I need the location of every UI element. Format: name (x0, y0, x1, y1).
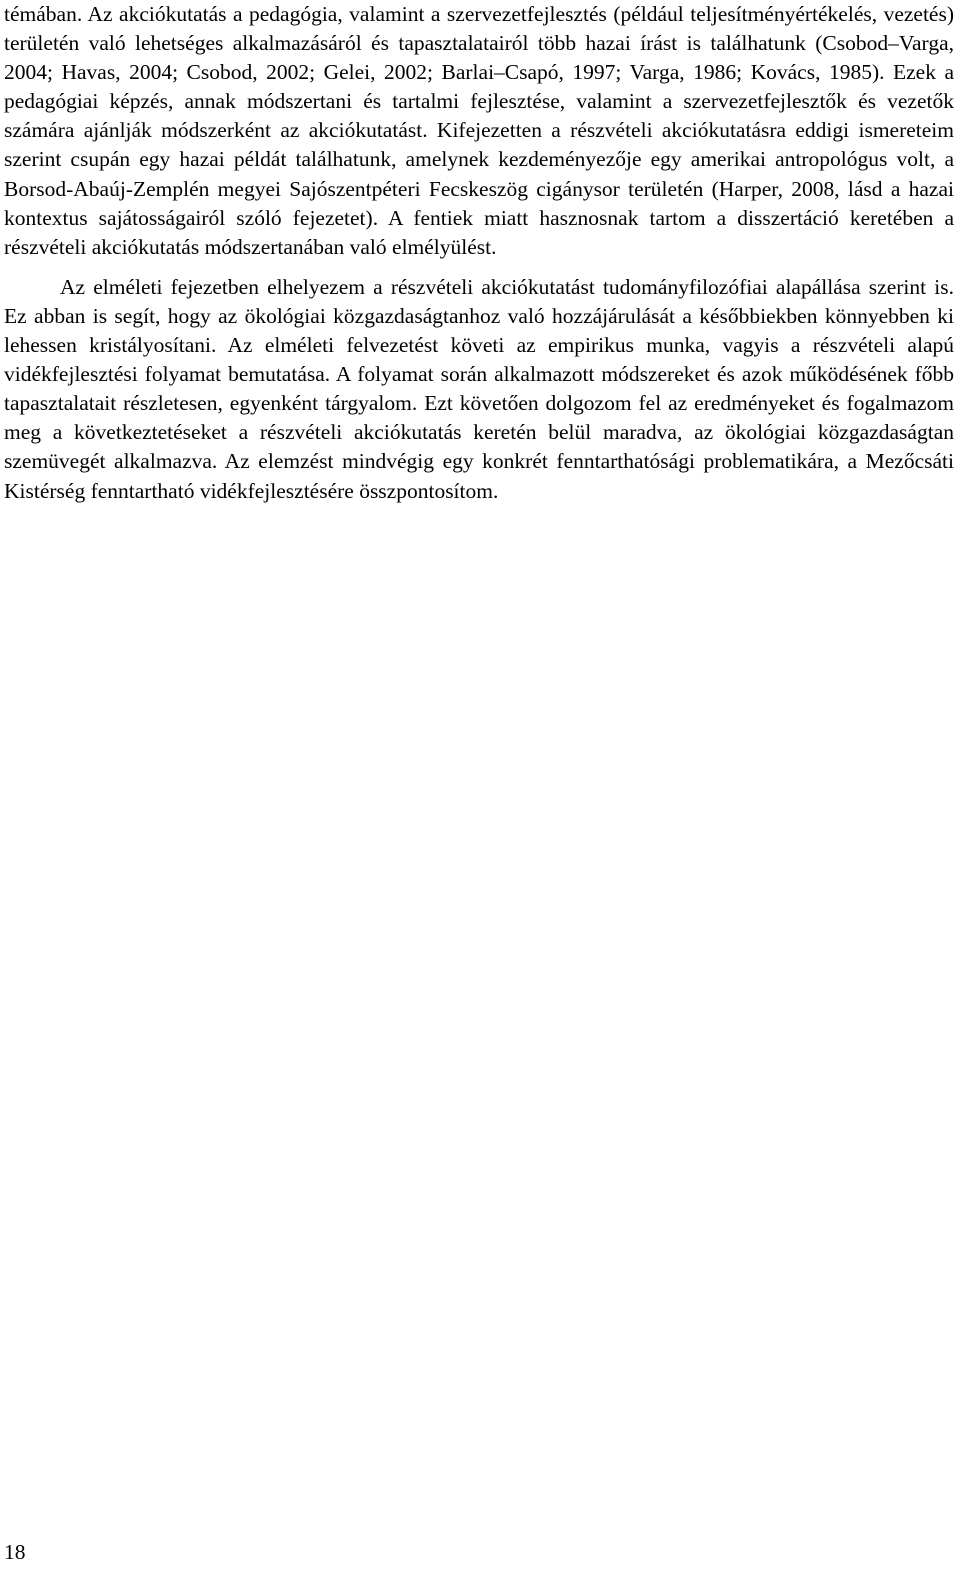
page-number: 18 (4, 1540, 26, 1564)
body-paragraph-1: témában. Az akciókutatás a pedagógia, valamint a szervezetfejlesztés (például teljesítményértékelés, vezetés) területén való lehetséges alkalmazásáról és tapasztalatairól több hazai írást is találhatunk (Csobod–Varga, 2004; Havas, 2004; Csobod, 2002; Gelei, 2002; Barlai–Csapó, 1997; Varga, 1986; Kovács, 1985). Ezek a pedagógiai képzés, annak módszertani és tartalmi fejlesztése, valamint a szervezetfejlesztők és vezetők számára ajánlják módszerként az akciókutatást. Kifejezetten a részvételi akciókutatásra eddigi ismereteim szerint csupán egy hazai példát találhatunk, amelynek kezdeményezője egy amerikai antropológus volt, a Borsod-Abaúj-Zemplén megyei Sajószentpéteri Fecskeszög cigánysor területén (Harper, 2008, lásd a hazai kontextus sajátosságairól szóló fejezetet). A fentiek miatt hasznosnak tartom a disszertáció keretében a részvételi akciókutatás módszertanában való elmélyülést. (4, 2, 954, 259)
document-page (4, 0, 954, 506)
body-paragraph-2: Az elméleti fejezetben elhelyezem a részvételi akciókutatást tudományfilozófiai alapállása szerint is. Ez abban is segít, hogy az ökológiai közgazdaságtanhoz való hozzájárulását a későbbiekben könnyebben ki lehessen kristályosítani. Az elméleti felvezetést követi az empirikus munka, vagyis a részvételi alapú vidékfejlesztési folyamat bemutatása. A folyamat során alkalmazott módszereket és azok működésének főbb tapasztalatait részletesen, egyenként tárgyalom. Ezt követően dolgozom fel az eredményeket és fogalmazom meg a következtetéseket a részvételi akciókutatás keretén belül maradva, az ökológiai közgazdaságtan szemüvegét alkalmazva. Az elemzést mindvégig egy konkrét fenntarthatósági problematikára, a Mezőcsáti Kistérség fenntartható vidékfejlesztésére összpontosítom. (4, 274, 954, 503)
